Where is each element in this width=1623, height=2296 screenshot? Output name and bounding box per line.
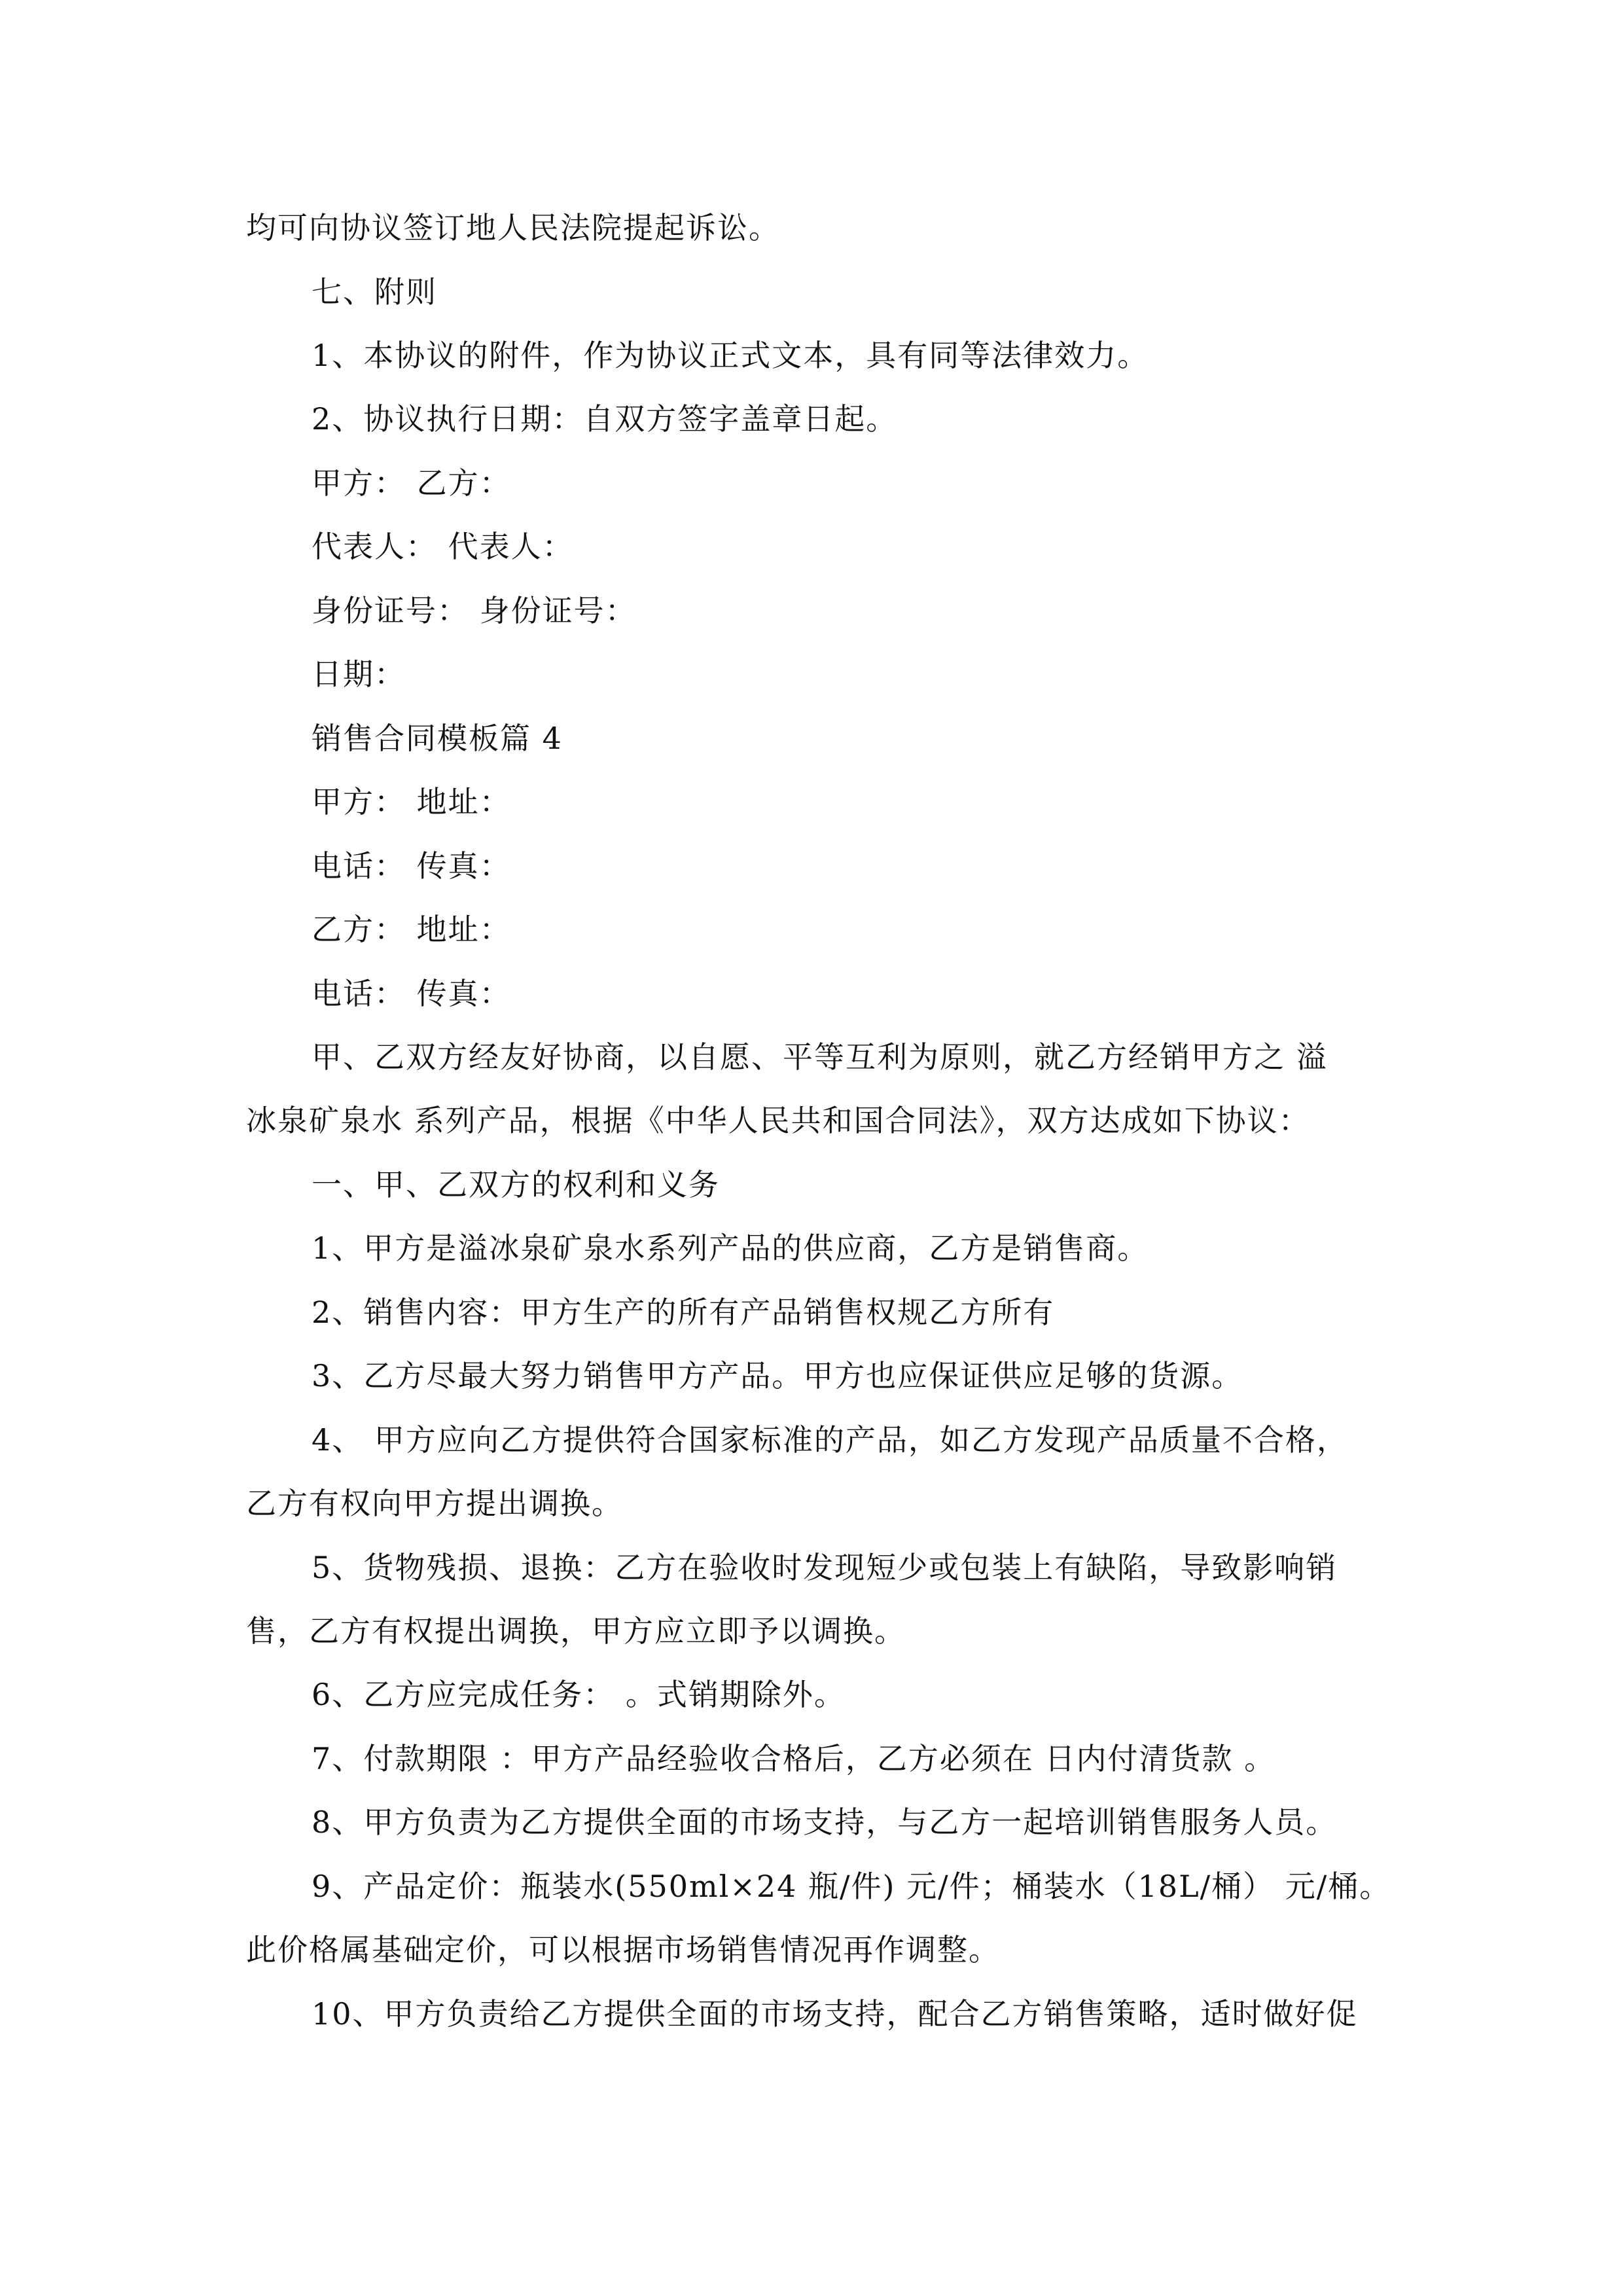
text-line: 冰泉矿泉水 系列产品，根据《中华人民共和国合同法》，双方达成如下协议： (246, 1103, 1310, 1138)
text-line: 10、甲方负责给乙方提供全面的市场支持，配合乙方销售策略，适时做好促 (312, 1996, 1358, 2032)
text-line: 3、乙方尽最大努力销售甲方产品。甲方也应保证供应足够的货源。 (312, 1358, 1243, 1393)
party-field: 甲方： 地址： (312, 784, 511, 819)
text-line: 4、 甲方应向乙方提供符合国家标准的产品，如乙方发现产品质量不合格， (312, 1422, 1348, 1458)
text-line: 1、本协议的附件，作为协议正式文本，具有同等法律效力。 (312, 338, 1149, 373)
signature-field: 身份证号： 身份证号： (312, 593, 637, 628)
text-line: 均可向协议签订地人民法院提起诉讼。 (246, 210, 780, 245)
text-line: 8、甲方负责为乙方提供全面的市场支持，与乙方一起培训销售服务人员。 (312, 1804, 1338, 1840)
text-line: 2、销售内容：甲方生产的所有产品销售权规乙方所有 (312, 1295, 1055, 1330)
text-line: 6、乙方应完成任务： 。式销期除外。 (312, 1677, 846, 1712)
contract-title: 销售合同模板篇 4 (312, 721, 563, 756)
text-line: 9、产品定价：瓶装水(550ml×24 瓶/件) 元/件；桶装水（18L/桶） 元/桶。 (312, 1869, 1391, 1904)
party-field: 乙方： 地址： (312, 912, 511, 947)
text-line: 2、协议执行日期：自双方签字盖章日起。 (312, 401, 898, 437)
signature-field: 甲方： 乙方： (312, 465, 511, 501)
party-field: 电话： 传真： (312, 976, 511, 1011)
signature-field: 日期： (312, 656, 406, 692)
text-line: 5、货物残损、退换：乙方在验收时发现短少或包装上有缺陷，导致影响销 (312, 1550, 1338, 1585)
signature-field: 代表人： 代表人： (312, 529, 574, 564)
text-line: 此价格属基础定价，可以根据市场销售情况再作调整。 (246, 1932, 1000, 1967)
text-line: 售，乙方有权提出调换，甲方应立即予以调换。 (246, 1613, 906, 1649)
section-heading: 七、附则 (312, 274, 437, 310)
party-field: 电话： 传真： (312, 848, 511, 884)
text-line: 乙方有权向甲方提出调换。 (246, 1486, 623, 1521)
text-line: 7、付款期限 ：甲方产品经验收合格后，乙方必须在 日内付清货款 。 (312, 1741, 1276, 1776)
section-heading: 一、甲、乙双方的权利和义务 (312, 1167, 720, 1202)
text-line: 甲、乙双方经友好协商，以自愿、平等互利为原则，就乙方经销甲方之 溢 (312, 1039, 1328, 1075)
text-line: 1、甲方是溢冰泉矿泉水系列产品的供应商，乙方是销售商。 (312, 1230, 1149, 1266)
